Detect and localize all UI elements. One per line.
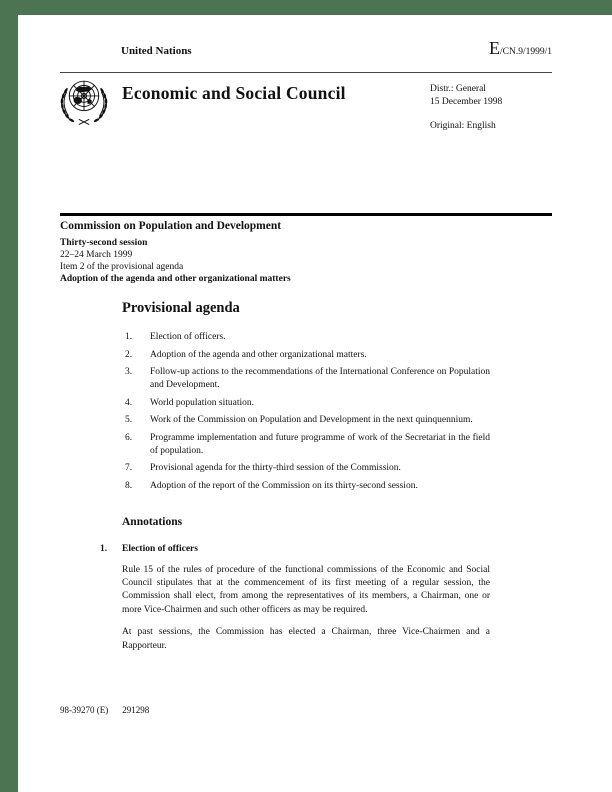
date-line: 15 December 1998 <box>430 97 503 107</box>
agenda-item-number: 5. <box>125 415 133 425</box>
council-title: Economic and Social Council <box>122 83 346 103</box>
agenda-list-item <box>122 349 490 362</box>
main-content <box>100 300 490 662</box>
agenda-item-text: Adoption of the agenda and other organizational matters. <box>150 349 367 360</box>
section-divider <box>60 213 552 216</box>
document-symbol-letter: E <box>489 38 500 58</box>
commission-name: Commission on Population and Development <box>60 220 282 232</box>
agenda-item-number: 3. <box>125 367 133 377</box>
agenda-list-item <box>122 331 490 344</box>
agenda-list-item <box>122 462 490 475</box>
agenda-list-item <box>122 432 490 458</box>
agenda-item-number: 1. <box>125 332 133 342</box>
agenda-list-item <box>122 397 490 410</box>
agenda-list-item <box>122 414 490 427</box>
agenda-item-text: Adoption of the report of the Commission on its thirty-second session. <box>150 480 418 491</box>
annotation-section-title: Election of officers <box>122 543 198 554</box>
agenda-list <box>122 331 490 493</box>
agenda-item-reference: Item 2 of the provisional agenda <box>60 262 184 272</box>
agenda-item-number: 2. <box>125 349 133 360</box>
original-language-line: Original: English <box>430 121 496 131</box>
document-symbol <box>489 38 552 59</box>
session-number: Thirty-second session <box>60 238 148 248</box>
agenda-item-text: Follow-up actions to the recommendations of the International Conference on Population and Development. <box>150 367 490 390</box>
distribution-block <box>430 83 502 133</box>
annotation-section-number: 1. <box>100 543 108 554</box>
agenda-item-text: Election of officers. <box>150 332 226 342</box>
agenda-item-number: 6. <box>125 432 133 443</box>
session-block <box>60 219 291 285</box>
agenda-item-text: Provisional agenda for the thirty-third session of the Commission. <box>150 463 401 473</box>
annotation-section-heading <box>100 543 490 556</box>
page-title: Provisional agenda <box>122 300 240 316</box>
session-dates: 22–24 March 1999 <box>60 250 133 260</box>
agenda-item-number: 7. <box>125 463 133 473</box>
un-emblem-icon <box>56 76 112 133</box>
agenda-item-text: Work of the Commission on Population and Development in the next quinquennium. <box>150 415 473 425</box>
agenda-item-number: 8. <box>125 480 133 491</box>
footer-doc-number: 98-39270 (E) <box>60 705 109 715</box>
header-divider <box>60 72 552 73</box>
annotations-title: Annotations <box>122 515 183 528</box>
annotation-paragraph: Rule 15 of the rules of procedure of the functional commissions of the Economic and Social Council stipulates that at the commencement of its first meeting of a regular session, the Commission shall elect, from among the representatives of its members, a Chairman, one or more Vice-Chairmen and such other officers as may be required. <box>122 564 490 615</box>
footer-code: 291298 <box>122 705 150 715</box>
agenda-item-number: 4. <box>125 397 133 408</box>
document-symbol-rest: /CN.9/1999/1 <box>500 47 552 57</box>
agenda-item-text: World population situation. <box>150 397 254 408</box>
distr-line: Distr.: General <box>430 84 486 94</box>
agenda-list-item <box>122 366 490 392</box>
document-page <box>18 15 612 792</box>
org-name: United Nations <box>121 45 192 57</box>
document-footer <box>60 705 149 715</box>
agenda-item-text: Programme implementation and future programme of work of the Secretariat in the field of population. <box>150 432 490 456</box>
agenda-list-item <box>122 480 490 493</box>
annotation-paragraph: At past sessions, the Commission has elected a Chairman, three Vice-Chairmen and a Rapporteur. <box>122 627 490 651</box>
agenda-item-reference-title: Adoption of the agenda and other organizational matters <box>60 274 291 284</box>
